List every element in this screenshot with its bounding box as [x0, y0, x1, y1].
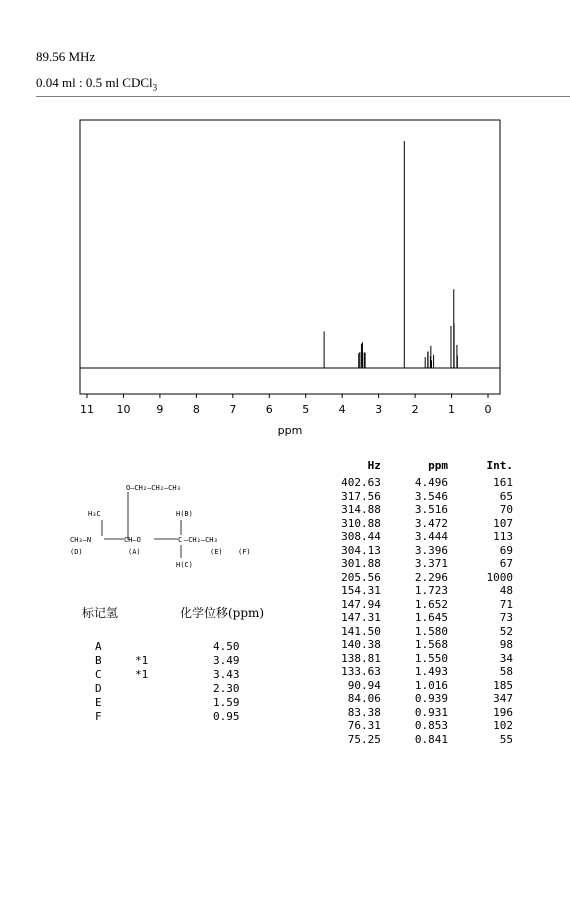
assignment-shift-header: 化学位移(ppm)	[180, 606, 265, 620]
ppm-value: 3.472	[414, 516, 448, 530]
shift-value: 2.30	[213, 682, 240, 695]
shift-value: 1.59	[213, 696, 240, 709]
ppm-value: 1.723	[414, 584, 448, 597]
ppm-value: 3.546	[414, 489, 448, 503]
hz-value: 304.13	[341, 543, 381, 557]
hz-value: 317.56	[341, 489, 381, 503]
hydrogen-label: A	[95, 640, 102, 653]
int-value: 55	[499, 732, 513, 746]
peak-row	[318, 476, 513, 490]
label-f: (F)	[238, 548, 251, 556]
peak-row	[318, 530, 513, 544]
int-value: 58	[499, 665, 513, 678]
spectrometer-frequency: 89.56 MHz	[36, 49, 96, 64]
hz-value: 83.38	[347, 705, 381, 719]
int-value: 1000	[486, 570, 513, 584]
peak-row	[318, 625, 513, 639]
int-value: 71	[499, 597, 513, 611]
peak-row	[318, 557, 513, 571]
peak-row	[318, 692, 513, 706]
ppm-value: 3.396	[414, 543, 448, 557]
label-e: (E)	[210, 548, 223, 556]
hz-value: 84.06	[347, 692, 381, 705]
ppm-value: 3.371	[414, 557, 448, 570]
hz-value: 75.25	[347, 732, 381, 746]
peak-row	[318, 503, 513, 517]
peak-row	[318, 611, 513, 625]
int-value: 113	[493, 530, 513, 543]
ppm-value: 2.296	[414, 570, 448, 584]
assignment-row	[95, 654, 263, 668]
ppm-value: 0.853	[414, 719, 448, 732]
hb-label: H(B)	[176, 510, 193, 518]
x-tick-label: 7	[229, 403, 237, 416]
ch2-ch3-label: —CH₂—CH₃	[184, 536, 218, 544]
hz-value: 141.50	[341, 624, 381, 638]
note-mark	[135, 696, 213, 710]
peak-row	[318, 638, 513, 652]
ppm-value: 4.496	[414, 476, 448, 489]
hz-value: 147.31	[341, 611, 381, 624]
assignment-row	[95, 696, 263, 710]
int-value: 347	[493, 692, 513, 705]
hz-value: 133.63	[341, 665, 381, 678]
ppm-value: 1.645	[414, 611, 448, 624]
x-tick-label: 8	[192, 403, 200, 416]
assignment-label-header: 标记氢	[82, 606, 119, 620]
x-tick-label: 3	[375, 403, 383, 416]
label-d: (D)	[70, 548, 83, 556]
int-value: 161	[493, 476, 513, 489]
hz-value: 138.81	[341, 651, 381, 665]
assignment-table	[95, 640, 263, 724]
peak-table	[318, 455, 513, 746]
peak-row	[318, 706, 513, 720]
shift-value: 4.50	[213, 640, 240, 653]
note-mark: *1	[135, 654, 149, 667]
shift-value: 3.49	[213, 654, 240, 667]
c-label: C	[178, 536, 183, 544]
ppm-value: 1.568	[414, 638, 448, 651]
nmr-spectrum-chart	[0, 0, 570, 450]
x-tick-label: 10	[116, 403, 131, 416]
molecule-structure	[60, 478, 310, 578]
note-mark	[135, 682, 213, 696]
note-mark	[135, 640, 213, 654]
note-mark: *1	[135, 668, 149, 681]
x-axis-ticks	[80, 394, 492, 416]
hc-label: H(C)	[176, 561, 193, 569]
hz-value: 147.94	[341, 597, 381, 611]
hz-value: 76.31	[347, 719, 381, 732]
hz-value: 402.63	[341, 476, 381, 489]
header-int: Int.	[486, 459, 513, 472]
o-propyl-chain: O—CH₂—CH₂—CH₃	[126, 484, 181, 492]
x-tick-label: 11	[80, 403, 94, 416]
peak-row	[318, 652, 513, 666]
peak-row	[318, 584, 513, 598]
int-value: 67	[499, 557, 513, 570]
assignment-row	[95, 682, 263, 696]
hz-value: 154.31	[341, 584, 381, 597]
ppm-value: 1.550	[414, 651, 448, 665]
int-value: 70	[499, 503, 513, 516]
sample-subscript: 3	[152, 82, 158, 93]
ppm-value: 1.493	[414, 665, 448, 678]
ppm-value: 0.841	[414, 732, 448, 746]
peaks-group	[324, 141, 457, 368]
peak-row	[318, 517, 513, 531]
plot-frame	[80, 120, 500, 394]
x-tick-label: 5	[302, 403, 310, 416]
assignment-row	[95, 710, 263, 724]
peak-row	[318, 733, 513, 747]
ch-o-label: CH—O	[124, 536, 141, 544]
hydrogen-label: E	[95, 696, 102, 709]
shift-value: 0.95	[213, 710, 240, 723]
header-hz: Hz	[367, 459, 381, 472]
hydrogen-label: C	[95, 668, 102, 681]
int-value: 73	[499, 611, 513, 624]
ppm-value: 0.939	[414, 692, 448, 705]
note-mark	[135, 710, 213, 724]
hz-value: 90.94	[347, 678, 381, 692]
x-tick-label: 4	[338, 403, 346, 416]
peak-row	[318, 490, 513, 504]
label-a: (A)	[128, 548, 141, 556]
sample-text: 0.04 ml : 0.5 ml CDCl	[36, 75, 153, 90]
assignment-row	[95, 668, 263, 682]
peak-row	[318, 679, 513, 693]
int-value: 196	[493, 705, 513, 719]
x-tick-label: 6	[265, 403, 273, 416]
hz-value: 308.44	[341, 530, 381, 543]
int-value: 52	[499, 624, 513, 638]
ch3-n-label: CH₃—N	[70, 536, 92, 544]
int-value: 65	[499, 489, 513, 503]
int-value: 34	[499, 651, 513, 665]
ppm-value: 1.580	[414, 624, 448, 638]
ppm-value: 1.016	[414, 678, 448, 692]
hz-value: 205.56	[341, 570, 381, 584]
ppm-value: 0.931	[414, 705, 448, 719]
int-value: 48	[499, 584, 513, 597]
hydrogen-label: B	[95, 654, 102, 667]
int-value: 98	[499, 638, 513, 651]
x-tick-label: 1	[448, 403, 456, 416]
ppm-value: 1.652	[414, 597, 448, 611]
hydrogen-label: F	[95, 710, 102, 723]
hz-value: 301.88	[341, 557, 381, 570]
header-ppm: ppm	[428, 459, 448, 472]
hz-value: 140.38	[341, 638, 381, 651]
peak-row	[318, 571, 513, 585]
int-value: 185	[493, 678, 513, 692]
peak-row	[318, 719, 513, 733]
ppm-value: 3.444	[414, 530, 448, 543]
x-axis-label: ppm	[277, 424, 303, 437]
assignment-row	[95, 640, 263, 654]
x-tick-label: 0	[484, 403, 492, 416]
hz-value: 314.88	[341, 503, 381, 516]
peak-row	[318, 665, 513, 679]
ppm-value: 3.516	[414, 503, 448, 516]
h3c-label: H₃C	[88, 510, 101, 518]
int-value: 107	[493, 516, 513, 530]
int-value: 102	[493, 719, 513, 732]
peak-table-header	[318, 455, 513, 476]
hz-value: 310.88	[341, 516, 381, 530]
x-tick-label: 2	[411, 403, 419, 416]
shift-value: 3.43	[213, 668, 240, 681]
peak-row	[318, 598, 513, 612]
int-value: 69	[499, 543, 513, 557]
peak-row	[318, 544, 513, 558]
x-tick-label: 9	[156, 403, 164, 416]
hydrogen-label: D	[95, 682, 102, 695]
